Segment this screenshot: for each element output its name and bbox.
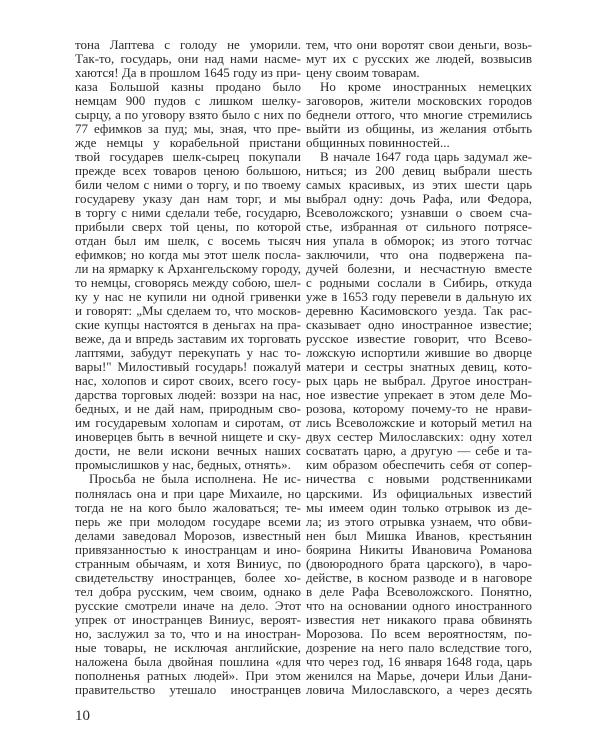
text-line: тона Лаптева с голоду не уморили. [75, 37, 301, 52]
text-line: ли на ярмарку к Архангельскому городу, [75, 261, 301, 277]
text-line: что на основании одного иностранного [306, 597, 532, 613]
text-line: Так-то, государь, они над нами насме- [75, 51, 301, 67]
text-line: Морозова. По всем вероятностям, по- [306, 625, 532, 641]
text-line: цену своим товарам. [306, 65, 420, 81]
text-line: ким образом обеспечить себя от сопер- [306, 457, 532, 473]
text-line: рых царь не выбрал. Другое иностран- [306, 373, 532, 389]
text-line: В начале 1647 года царь задумал же- [320, 149, 532, 165]
text-line: мут их с русских же людей, возвысив [306, 51, 532, 67]
text-line: но, заслужил за то, что и на иностран- [75, 625, 301, 641]
text-line: беднели оттого, что многие стремились [306, 107, 532, 123]
text-line: и говорят: „Мы сделаем то, что москов- [75, 303, 301, 319]
text-line: ниться; из 200 девиц выбрали шесть [306, 163, 532, 179]
text-line: заключили, что она подвержена па- [306, 247, 532, 263]
text-line: жде немцы у корабельной пристани [75, 135, 301, 151]
text-line: тем, что они воротят свои деньги, возь- [306, 37, 532, 52]
text-line: правительство утешало иностранцев [75, 681, 301, 697]
text-line: веже, да и впредь заставим их торговать [75, 331, 301, 347]
text-line: мы имеем один только отрывок из де- [306, 499, 532, 515]
text-line: свидетельству иностранцев, более хо- [75, 569, 301, 585]
text-line: промыслишков у нас, бедных, отнять». [75, 457, 291, 473]
text-line: ла; из этого отрывка узнаем, что обви- [306, 513, 532, 529]
text-line: лись Всеволожские и который метил на [306, 415, 532, 431]
text-line: Но кроме иностранных немецких [320, 79, 532, 95]
text-line: перь же при молодом государе всеми [75, 513, 301, 529]
text-line: сосватать царю, а другую — себе и та- [306, 443, 532, 459]
text-line: били челом с ними о торгу, и по твоему [75, 177, 301, 193]
text-line: бедных, и не дай нам, природным сво- [75, 401, 301, 417]
text-line: нас, холопов и сирот своих, всего госу- [75, 373, 301, 389]
text-line: полнялась она и при царе Михаиле, но [75, 485, 301, 501]
text-line: царскими. Из официальных известий [306, 485, 532, 501]
text-line: дарства торговых людей: воззри на нас, [75, 387, 301, 403]
text-line: сырцу, а по уговору взято было с них по [75, 107, 301, 123]
text-line: заговоров, жители московских городов [306, 93, 532, 109]
text-line: розова, которому почему-то не нрави- [306, 401, 532, 417]
text-line: прибыли сверх той цены, по которой [75, 219, 301, 235]
text-line: странным обычаям, и хотя Виниус, по [75, 555, 301, 571]
text-line: 77 ефимков за пуд; мы, зная, что пре- [75, 121, 301, 137]
text-line: женился на Марье, дочери Ильи Дани- [306, 667, 532, 683]
text-line: Просьба не была исполнена. Не ис- [89, 471, 301, 487]
text-line: государеву указу дан нам торг, и мы [75, 191, 301, 207]
text-line: нен был Мишка Иванов, крестьянин [306, 527, 532, 543]
left-text-column [75, 38, 301, 697]
text-line: деревню Касимовского уезда. Так рас- [306, 303, 532, 319]
text-line: им государевым холопам и сиротам, от [75, 415, 301, 431]
text-line: наложена была двойная пошлина «для [75, 653, 301, 669]
text-line: отдан был им шелк, с восемь тысяч [75, 233, 301, 249]
text-line: русское известие говорит, что Всево- [306, 331, 532, 347]
text-line: ложскую испортили жившие во дворце [306, 345, 532, 361]
text-line: общинных повинностей... [306, 135, 450, 151]
text-line: немцам 900 пудов с лишком шелку- [75, 93, 301, 109]
text-line: ное известие упрекает в этом деле Мо- [306, 387, 532, 403]
text-line: хаются! Да в прошлом 1645 году из при- [75, 65, 301, 81]
text-line: делами заведовал Морозов, известный [75, 527, 301, 543]
text-line: дости, не вели искони вечных наших [75, 443, 301, 459]
text-line: ку у нас не купили ни одной гривенки [75, 289, 301, 305]
text-line: самых красивых, из этих шести царь [306, 177, 532, 193]
text-line: ловича Милославского, а через десять [306, 681, 532, 697]
text-line: выйти из общины, из желания отбыть [306, 121, 532, 137]
right-text-column [306, 38, 532, 697]
text-line: лаптями, забудут перекупать у нас то- [75, 345, 301, 361]
text-line: ские купцы настоятся в деньгах на пра- [75, 317, 301, 333]
text-line: боярина Никиты Ивановича Романова [306, 541, 532, 557]
text-line: известия нет никакого права обвинять [306, 611, 532, 627]
text-line: стье, избранная от сильного потрясе- [306, 219, 532, 235]
text-line: пополненья ратных людей». При этом [75, 667, 301, 683]
text-line: ния упала в обморок; из этого тотчас [306, 233, 532, 249]
text-line: выбрал одну: дочь Рафа, или Федора, [306, 191, 532, 207]
text-line: русские смотрели иначе на дело. Этот [75, 597, 301, 613]
text-line: упрек от иностранцев Виниус, вероят- [75, 611, 301, 627]
text-line: действе, в косном разводе и в наговоре [306, 569, 532, 585]
text-line: то немцы, сговорясь между собою, шел- [75, 275, 301, 291]
text-line: каза Большой казны продано было [75, 79, 301, 95]
text-line: сказывает одно иностранное известие; [306, 317, 532, 333]
text-line: в торгу с ними сделали тебе, государю, [75, 205, 301, 221]
text-line: дучей болезни, и несчастную вместе [306, 261, 532, 277]
text-line: иноверцев быть в вечной нищете и ску- [75, 429, 301, 445]
text-line: вары!" Милостивый государь! пожалуй [75, 359, 301, 375]
text-line: ничества с новыми родственниками [306, 471, 532, 487]
text-line: привязанностью к иностранцам и ино- [75, 541, 301, 557]
text-line: ефимков; но когда мы этот шелк посла- [75, 247, 301, 263]
text-line: тел добра русским, чем своим, однако [75, 583, 301, 599]
text-line: в деле Рафа Всеволожского. Понятно, [306, 583, 532, 599]
text-line: уже в 1653 году перевели в дальную их [306, 289, 532, 305]
text-line: твой государев шелк-сырец покупали [75, 149, 301, 165]
text-line: матери и сестры знатных девиц, кото- [306, 359, 532, 375]
text-line: тогда не на кого было жаловаться; те- [75, 499, 301, 515]
text-line: дозрение на него пало вследствие того, [306, 639, 532, 655]
text-line: что через год, 16 января 1648 года, царь [306, 653, 532, 669]
text-line: ные товары, не исключая английские, [75, 639, 301, 655]
text-line: прежде всех товаров ценою большою, [75, 163, 301, 179]
text-line: двух сестер Милославских: одну хотел [306, 429, 532, 445]
text-line: с родными сослали в Сибирь, откуда [306, 275, 532, 291]
text-line: (двоюродного брата царского), в чаро- [306, 555, 532, 571]
text-line: Всеволожского; узнавши о своем сча- [306, 205, 532, 221]
page-number: 10 [75, 708, 90, 724]
